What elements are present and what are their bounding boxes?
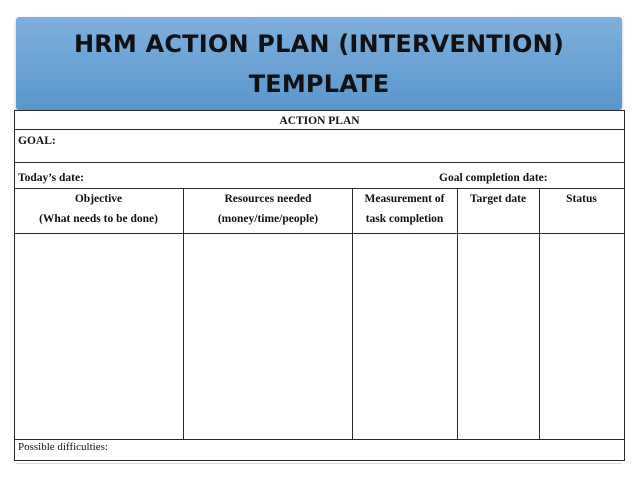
slide-title-banner (16, 17, 622, 110)
target-date-cell[interactable] (458, 234, 539, 439)
col-resources-header-2: (money/time/people) (217, 213, 319, 225)
form-border-bottom (14, 460, 625, 461)
todays-date-label: Today’s date: (18, 172, 84, 184)
heading-divider (14, 129, 625, 130)
goal-completion-date-label: Goal completion date: (439, 172, 548, 184)
possible-difficulties-label: Possible difficulties: (18, 441, 108, 453)
measurement-cell[interactable] (353, 234, 457, 439)
col-measurement-header-1: Measurement of (364, 193, 445, 205)
bottom-rule (16, 463, 622, 464)
objective-cell[interactable] (15, 234, 183, 439)
status-cell[interactable] (540, 234, 624, 439)
col-objective-header-1: Objective (74, 193, 123, 205)
col-status-header: Status (566, 193, 597, 205)
form-border-top (14, 110, 625, 111)
col-target-date-header: Target date (469, 193, 527, 205)
difficulties-divider (14, 439, 625, 440)
col-resources-header-1: Resources needed (224, 193, 312, 205)
form-heading: ACTION PLAN (279, 115, 360, 127)
slide-title-line-1: HRM ACTION PLAN (INTERVENTION) (73, 29, 565, 58)
col-objective-header-2: (What needs to be done) (39, 213, 158, 225)
resources-cell[interactable] (184, 234, 352, 439)
col-measurement-header-2: task completion (365, 213, 444, 225)
goal-divider (14, 162, 625, 163)
action-plan-form (14, 110, 625, 461)
dates-divider (14, 188, 625, 189)
slide-title-line-2: TEMPLATE (248, 69, 390, 98)
goal-label: GOAL: (18, 135, 56, 147)
